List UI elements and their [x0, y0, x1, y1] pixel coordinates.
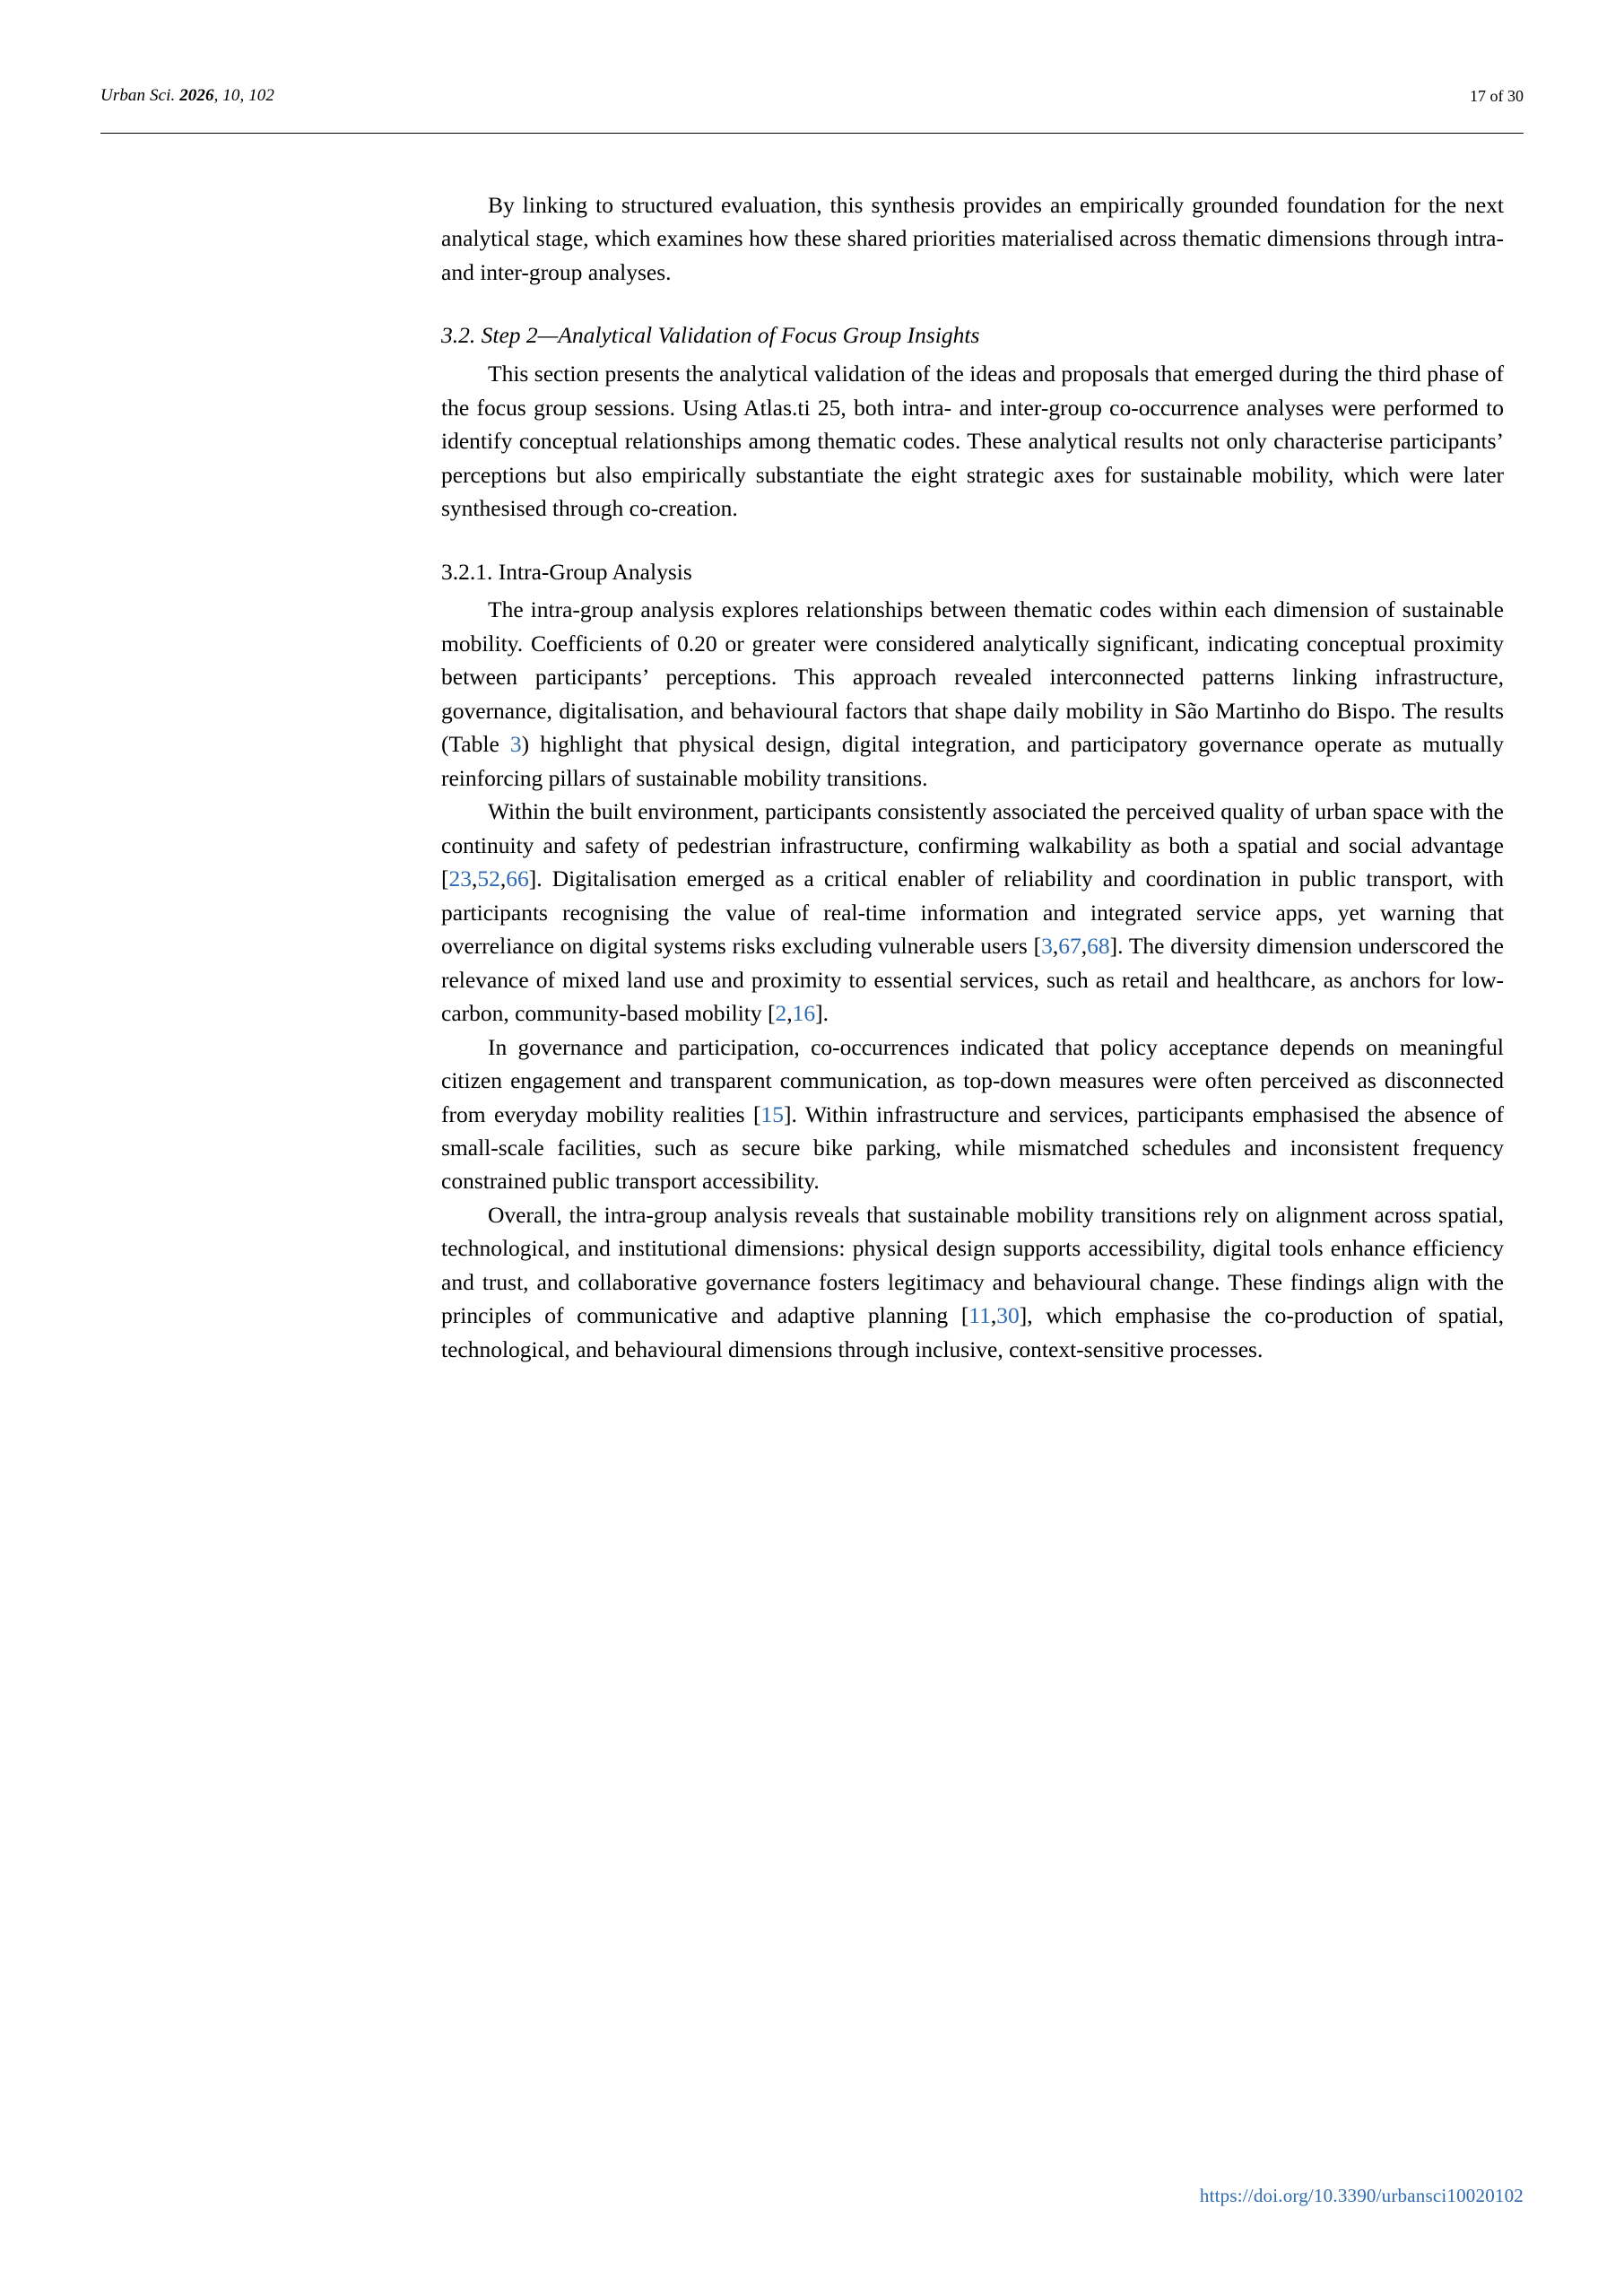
journal-citation-rest: , 10, 102: [213, 86, 274, 105]
paragraph-3-2-1-c: [441, 1031, 1504, 1198]
journal-name: Urban Sci.: [100, 86, 176, 105]
text-run: ) highlight that physical design, digital integration, and participatory governance operate as mutually reinforcing pillars of sustainable mobility transitions.: [441, 731, 1504, 791]
citation-3[interactable]: 3: [1041, 933, 1053, 960]
paragraph-3-2-1-a: [441, 593, 1504, 795]
citation-15[interactable]: 15: [760, 1100, 784, 1127]
journal-volume: 2026: [179, 86, 214, 105]
citation-66[interactable]: 66: [506, 865, 529, 892]
running-head: [100, 86, 1524, 106]
text-run: In governance and participation, co-occurrences indicated that policy acceptance depends on meaningful citizen engagement and transparent communication, as top-down measures were often perceived as disconnected from everyday mobility realities [: [441, 1033, 1504, 1127]
article-body: [441, 188, 1504, 1366]
section-heading-3-2: 3.2. Step 2—Analytical Validation of Focus Group Insights: [441, 322, 980, 349]
text-run: ,: [472, 865, 478, 892]
citation-30[interactable]: 30: [996, 1302, 1020, 1329]
footer: [100, 2185, 1524, 2207]
header-divider: [100, 133, 1524, 134]
text-run: ]. Within infrastructure and services, participants emphasised the absence of small-scale facilities, such as secure bike parking, while mismatched schedules and inconsistent frequency constrained public transport accessibility.: [441, 1100, 1505, 1195]
paragraph-3-2-1-d: [441, 1198, 1504, 1366]
paragraph-3-2-1-b: [441, 795, 1504, 1030]
table-crossref-3[interactable]: 3: [509, 731, 522, 758]
paragraph-intro: By linking to structured evaluation, this synthesis provides an empirically grounded foundation for the next analytical stage, which examines how these shared priorities materialised across thematic dimensions through intra- and inter-group analyses.: [441, 192, 1504, 285]
text-run: Overall, the intra-group analysis reveals that sustainable mobility transitions rely on alignment across spatial, technological, and institutional dimensions: physical design supports accessibility, digital tools enhance efficiency and trust, and collaborative governance fosters legitimacy and behavioural change. These findings align with the principles of communicative and adaptive planning [: [441, 1201, 1504, 1329]
text-run: ].: [815, 1000, 829, 1027]
text-run: ]. The diversity dimension underscored the relevance of mixed land use and proximity to essential services, such as retail and healthcare, as anchors for low-carbon, community-based mobility [: [441, 933, 1504, 1027]
citation-23[interactable]: 23: [448, 865, 472, 892]
text-run: ,: [1081, 933, 1088, 960]
text-run: ,: [1052, 933, 1059, 960]
text-run: The intra-group analysis explores relationships between thematic codes within each dimension of sustainable mobility. Coefficients of 0.20 or greater were considered analytically significant, indicating conceptual proximity between participants’ perceptions. This approach revealed interconnected patterns linking infrastructure, governance, digitalisation, and behavioural factors that shape daily mobility in São Martinho do Bispo. The results (Table: [441, 596, 1504, 758]
page-number: 17 of 30: [1470, 87, 1524, 105]
citation-52[interactable]: 52: [477, 865, 500, 892]
text-run: ,: [499, 865, 507, 892]
citation-16[interactable]: 16: [792, 1000, 816, 1027]
paragraph-3-2: This section presents the analytical validation of the ideas and proposals that emerged during the third phase of the focus group sessions. Using Atlas.ti 25, both intra- and inter-group co-occurrence analyses were performed to identify conceptual relationships among thematic codes. These analytical results not only characterise participants’ perceptions but also empirically substantiate the eight strategic axes for sustainable mobility, which were later synthesised through co-creation.: [441, 361, 1504, 522]
doi-link[interactable]: https://doi.org/10.3390/urbansci10020102: [1199, 2185, 1524, 2206]
citation-11[interactable]: 11: [968, 1302, 991, 1329]
text-run: Within the built environment, participants consistently associated the perceived quality of urban space with the continuity and safety of pedestrian infrastructure, confirming walkability as both a spatial and social advantage [: [441, 798, 1504, 892]
text-run: ,: [990, 1302, 997, 1329]
text-run: ]. Digitalisation emerged as a critical enabler of reliability and coordination in public transport, with participants recognising the value of real-time information and integrated service apps, yet warning that overreliance on digital systems risks excluding vulnerable users [: [441, 865, 1504, 960]
section-heading-3-2-1: 3.2.1. Intra-Group Analysis: [441, 558, 692, 585]
text-run: ], which emphasise the co-production of spatial, technological, and behavioural dimensions through inclusive, context-sensitive processes.: [441, 1302, 1505, 1362]
citation-67[interactable]: 67: [1058, 933, 1081, 960]
citation-2[interactable]: 2: [775, 1000, 787, 1027]
journal-citation: [100, 86, 274, 106]
citation-68[interactable]: 68: [1087, 933, 1110, 960]
text-run: ,: [786, 1000, 793, 1027]
